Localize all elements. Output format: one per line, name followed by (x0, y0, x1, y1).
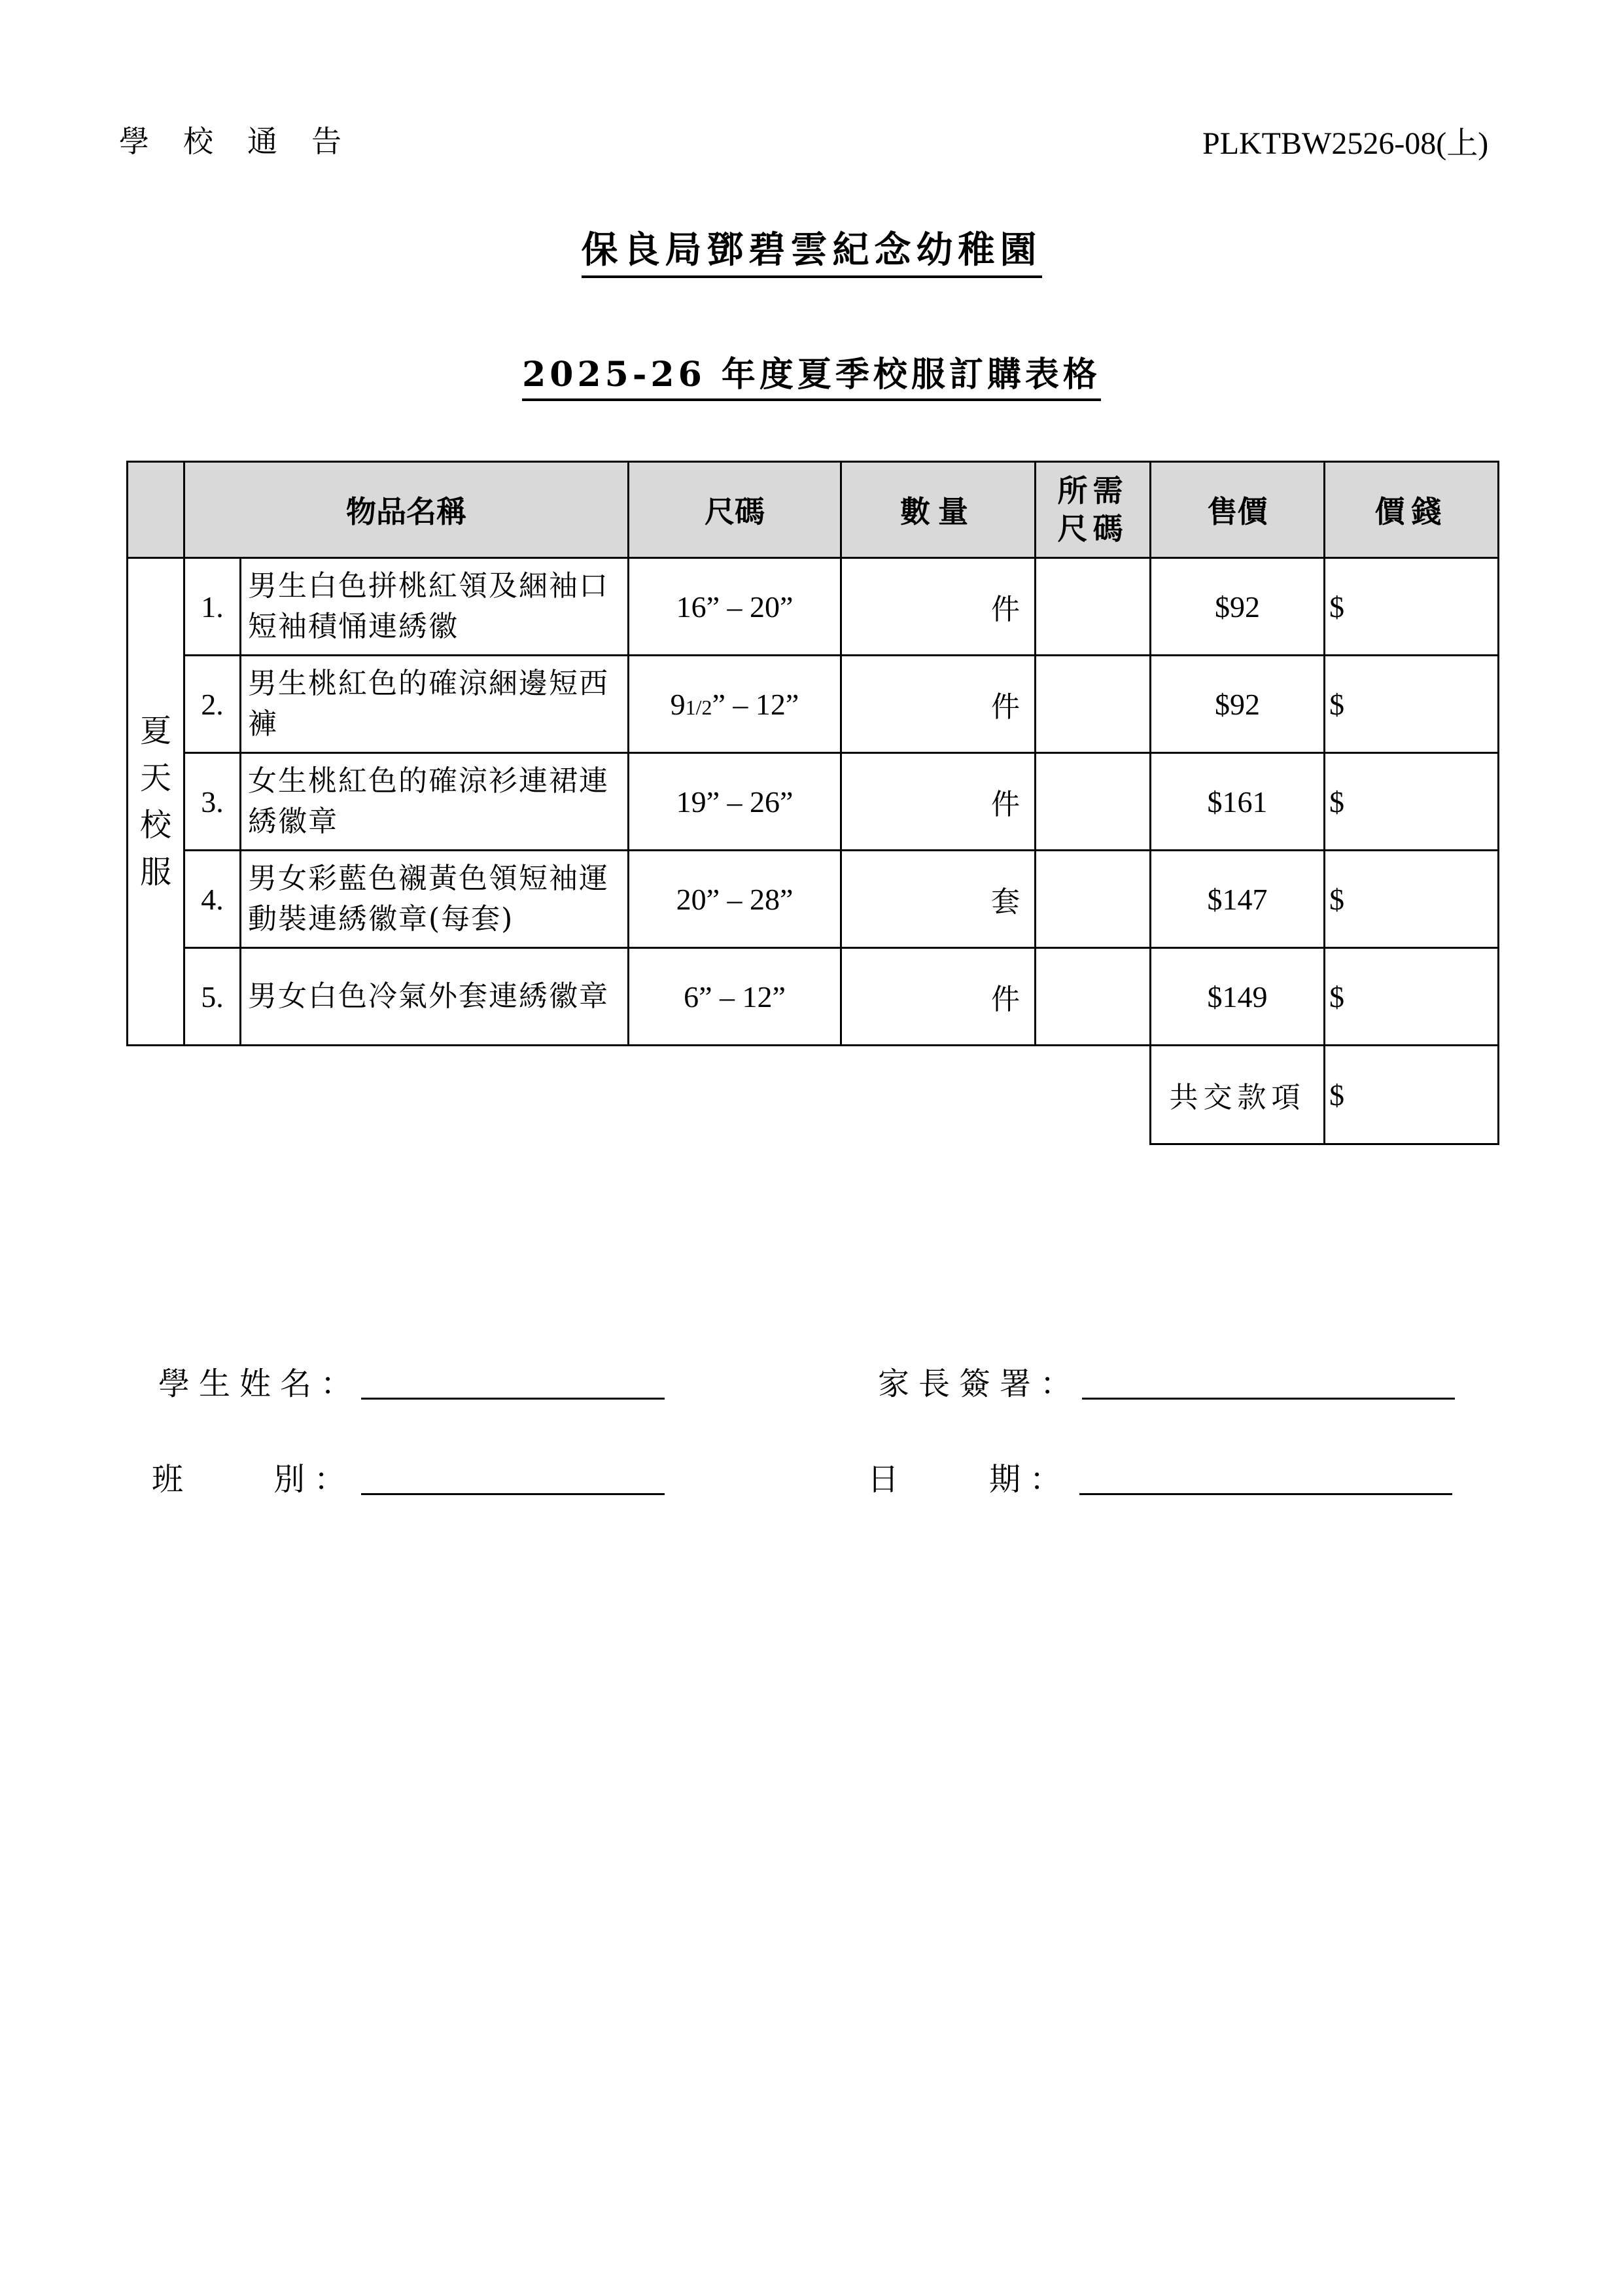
category-cell (128, 558, 184, 1046)
amount-cell[interactable]: $ (1325, 753, 1499, 851)
row-number: 5. (184, 948, 241, 1046)
quantity-unit: 件 (991, 593, 1020, 626)
size-fraction: 1/2 (685, 695, 712, 719)
school-name-text: 保良局鄧碧雲紀念幼稚園 (582, 228, 1042, 278)
item-name: 男女彩藍色襯黃色領短袖運動裝連綉徽章(每套) (241, 851, 629, 948)
quantity-cell[interactable] (841, 851, 1036, 948)
item-size-range: 20” – 28” (629, 851, 841, 948)
size-rest: ” – 12” (712, 687, 799, 721)
item-name: 男生白色拼桃紅領及綑袖口短袖積悀連綉徽 (241, 558, 629, 656)
size-whole: 9 (670, 687, 686, 721)
header-size: 尺碼 (629, 462, 841, 558)
date-line[interactable] (1079, 1493, 1452, 1495)
date-label: 日 期： (867, 1461, 1071, 1498)
item-size-range: 16” – 20” (629, 558, 841, 656)
quantity-unit: 套 (991, 885, 1020, 919)
form-title (0, 347, 1623, 396)
quantity-unit: 件 (991, 983, 1020, 1016)
quantity-cell[interactable] (841, 948, 1036, 1046)
quantity-cell[interactable] (841, 656, 1036, 753)
class-label: 班 別： (152, 1461, 355, 1498)
unit-price: $92 (1151, 656, 1325, 753)
total-spacer (128, 1046, 1151, 1144)
table-row (128, 558, 1499, 656)
total-row (128, 1046, 1499, 1144)
header-unit-price: 售價 (1151, 462, 1325, 558)
total-amount-cell[interactable]: $ (1325, 1046, 1499, 1144)
amount-cell[interactable]: $ (1325, 948, 1499, 1046)
total-label: 共交款項 (1151, 1046, 1325, 1144)
document-code: PLKTBW2526-08(上) (1202, 126, 1489, 161)
amount-cell[interactable]: $ (1325, 558, 1499, 656)
item-name: 女生桃紅色的確涼衫連裙連綉徽章 (241, 753, 629, 851)
row-number: 2. (184, 656, 241, 753)
category-char: 服 (139, 854, 171, 891)
header-quantity: 數量 (841, 462, 1036, 558)
item-size-range (629, 656, 841, 753)
table-header-row (128, 462, 1499, 558)
header-amount: 價錢 (1325, 462, 1499, 558)
category-char: 天 (139, 760, 171, 796)
row-number: 1. (184, 558, 241, 656)
required-size-cell[interactable] (1036, 753, 1151, 851)
required-size-cell[interactable] (1036, 948, 1151, 1046)
item-name: 男女白色冷氣外套連綉徽章 (241, 948, 629, 1046)
item-name: 男生桃紅色的確涼綑邊短西褲 (241, 656, 629, 753)
class-line[interactable] (361, 1493, 665, 1495)
required-size-cell[interactable] (1036, 656, 1151, 753)
student-name-label: 學生姓名： (158, 1366, 362, 1402)
row-number: 3. (184, 753, 241, 851)
unit-price: $149 (1151, 948, 1325, 1046)
student-name-line[interactable] (361, 1398, 665, 1400)
item-size-range: 19” – 26” (629, 753, 841, 851)
amount-cell[interactable]: $ (1325, 656, 1499, 753)
parent-signature-label: 家長簽署： (878, 1366, 1081, 1402)
item-size-range: 6” – 12” (629, 948, 841, 1046)
quantity-cell[interactable] (841, 558, 1036, 656)
unit-price: $147 (1151, 851, 1325, 948)
amount-cell[interactable]: $ (1325, 851, 1499, 948)
table-row (128, 656, 1499, 753)
header-item-name: 物品名稱 (184, 462, 629, 558)
parent-signature-line[interactable] (1082, 1398, 1455, 1400)
row-number: 4. (184, 851, 241, 948)
header-required-size (1036, 462, 1151, 558)
school-name (0, 221, 1623, 274)
table-row (128, 753, 1499, 851)
required-size-cell[interactable] (1036, 851, 1151, 948)
category-char: 校 (139, 807, 171, 843)
form-title-text: 2025-26 年度夏季校服訂購表格 (522, 355, 1101, 401)
header-required-size-line2: 尺碼 (1057, 511, 1128, 546)
unit-price: $161 (1151, 753, 1325, 851)
category-char: 夏 (139, 713, 171, 749)
required-size-cell[interactable] (1036, 558, 1151, 656)
table-row (128, 948, 1499, 1046)
unit-price: $92 (1151, 558, 1325, 656)
quantity-unit: 件 (991, 788, 1020, 821)
order-table (126, 461, 1499, 1145)
header-blank-cell (128, 462, 184, 558)
notice-label: 學校通告 (119, 124, 375, 159)
quantity-cell[interactable] (841, 753, 1036, 851)
quantity-unit: 件 (991, 690, 1020, 724)
table-row (128, 851, 1499, 948)
header-required-size-line1: 所需 (1057, 473, 1128, 508)
